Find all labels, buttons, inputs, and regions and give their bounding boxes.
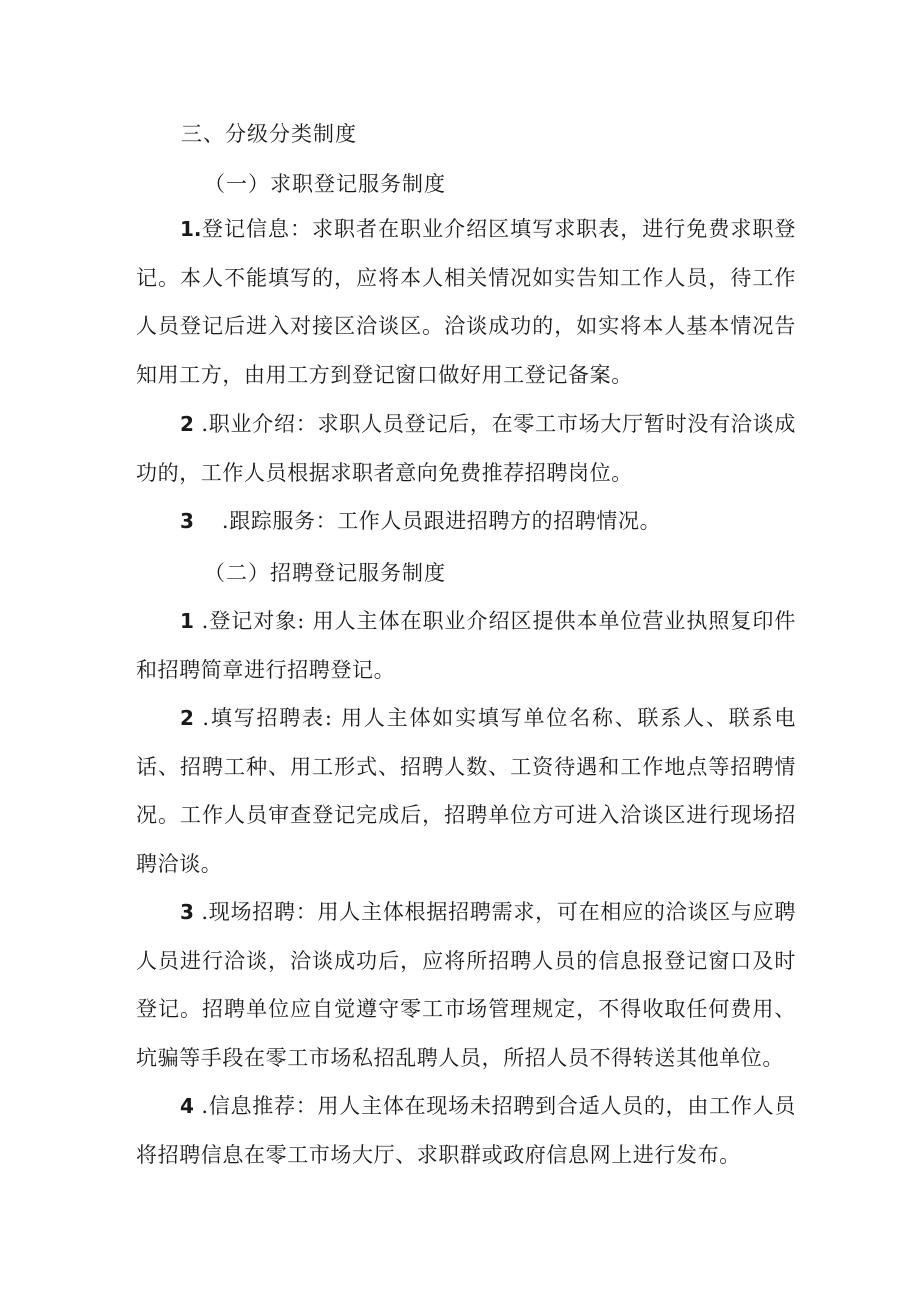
paragraph-text: .信息推荐：用人主体在现场未招聘到合适人员的，由工作人员将招聘信息在零工市场大厅、求职群或政府信息网上进行发布。: [136, 1094, 796, 1167]
paragraph-info-recommendation: [136, 1082, 796, 1179]
paragraph-text: .填写招聘表: 用人主体如实填写单位名称、联系人、联系电话、招聘工种、用工形式、招聘人数、工资待遇和工作地点等招聘情况。工作人员审查登记完成后，招聘单位方可进入洽谈区进行现场招聘洽谈。: [136, 706, 796, 876]
item-number: 4: [180, 1094, 194, 1118]
item-number: 3: [180, 509, 194, 533]
paragraph-registration-info: [136, 205, 796, 399]
subsection-title-job-seeker: （一）求职登记服务制度: [204, 172, 446, 196]
item-number: 2: [180, 412, 194, 436]
paragraph-fill-form: [136, 694, 796, 888]
paragraph-job-introduction: [136, 400, 796, 497]
paragraph-registration-target: [136, 597, 796, 694]
paragraph-text: .登记对象: 用人主体在职业介绍区提供本单位营业执照复印件和招聘简章进行招聘登记。: [136, 609, 796, 682]
item-number: 3: [180, 900, 194, 924]
paragraph-text: .跟踪服务：工作人员跟进招聘方的招聘情况。: [221, 509, 662, 533]
paragraph-onsite-recruitment: [136, 888, 796, 1082]
subsection-title-recruitment: （二）招聘登记服务制度: [204, 561, 446, 585]
paragraph-text: 登记信息：求职者在职业介绍区填写求职表，进行免费求职登记。本人不能填写的，应将本人相关情况如实告知工作人员，待工作人员登记后进入对接区洽谈区。洽谈成功的，如实将本人基本情况告知用工方，由用工方到登记窗口做好用工登记备案。: [136, 217, 796, 387]
item-number: 2: [180, 706, 194, 730]
item-number: 1.: [180, 217, 202, 241]
paragraph-text: .职业介绍：求职人员登记后，在零工市场大厅暂时没有洽谈成功的，工作人员根据求职者意向免费推荐招聘岗位。: [136, 412, 796, 485]
paragraph-text: .现场招聘：用人主体根据招聘需求，可在相应的洽谈区与应聘人员进行洽谈，洽谈成功后，应将所招聘人员的信息报登记窗口及时登记。招聘单位应自觉遵守零工市场管理规定，不得收取任何费用、坑骗等手段在零工市场私招乱聘人员，所招人员不得转送其他单位。: [136, 900, 796, 1070]
paragraph-follow-up-service: [136, 497, 796, 546]
section-title: 三、分级分类制度: [181, 122, 357, 146]
item-number: 1: [180, 609, 194, 633]
